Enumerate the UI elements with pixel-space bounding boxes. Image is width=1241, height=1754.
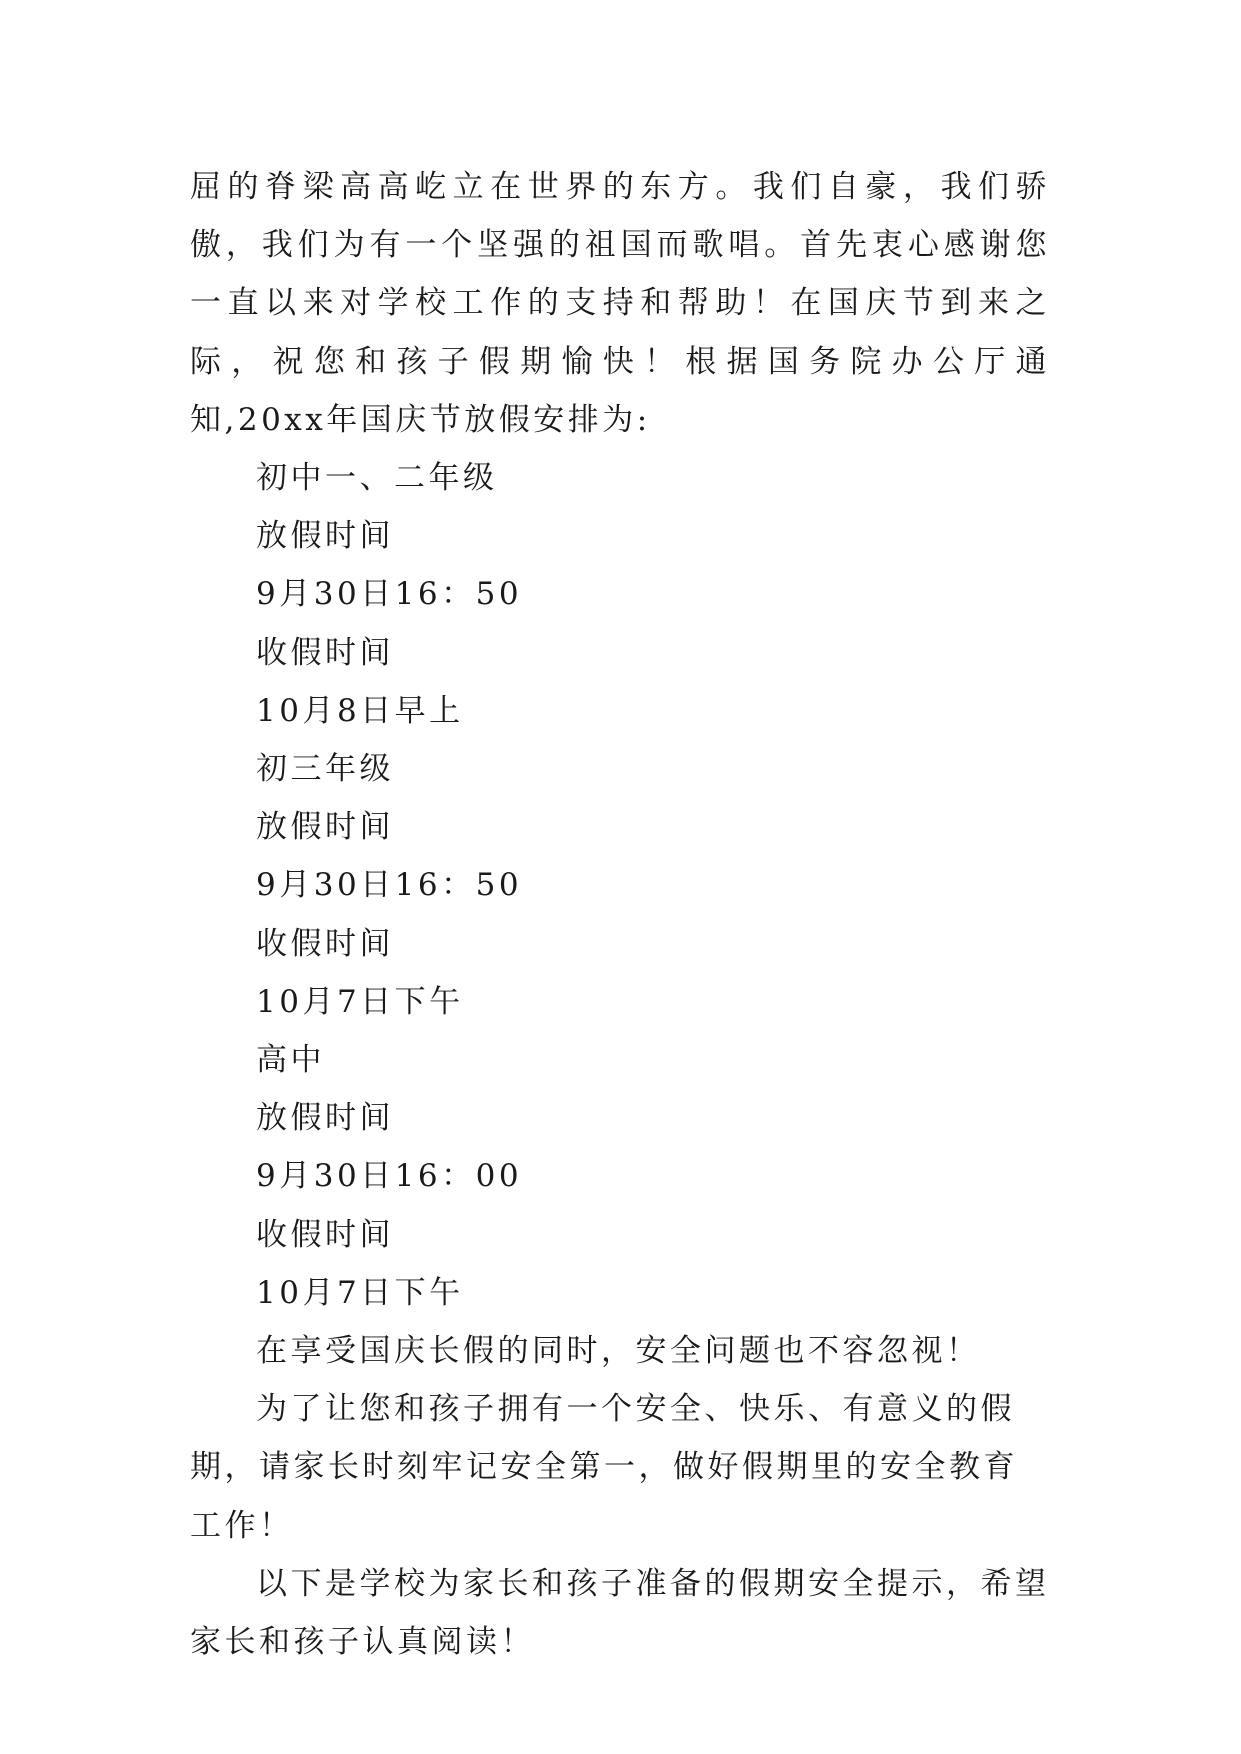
return-time-label: 收假时间 <box>256 1216 394 1253</box>
closing-paragraph: 以下是学校为家长和孩子准备的假期安全提示，希望家长和孩子认真阅读！ <box>190 1565 1050 1661</box>
safety-paragraph: 为了让您和孩子拥有一个安全、快乐、有意义的假期，请家长时刻牢记安全第一，做好假期里的安全教育工作！ <box>190 1391 1018 1544</box>
leave-time-value: 9月30日16：00 <box>256 1158 523 1195</box>
return-time-label: 收假时间 <box>256 634 394 671</box>
return-time-value: 10月7日下午 <box>256 1274 464 1311</box>
intro-paragraph: 屈的脊梁高高屹立在世界的东方。我们自豪，我们骄傲，我们为有一个坚强的祖国而歌唱。首先衷心感谢您一直以来对学校工作的支持和帮助！在国庆节到来之际，祝您和孩子假期愉快！根据国务院办公厅通知,20xx年国庆节放假安排为: <box>190 169 1050 438</box>
return-time-value: 10月7日下午 <box>256 983 464 1020</box>
leave-time-label: 放假时间 <box>256 1100 394 1137</box>
leave-time-label: 放假时间 <box>256 809 394 846</box>
leave-time-value: 9月30日16：50 <box>256 867 523 904</box>
schedule-grade-senior: 高中 <box>256 1042 325 1079</box>
leave-time-value: 9月30日16：50 <box>256 576 523 613</box>
safety-notice: 在享受国庆长假的同时，安全问题也不容忽视！ <box>256 1333 981 1370</box>
return-time-value: 10月8日早上 <box>256 692 464 729</box>
schedule-grade-junior-3: 初三年级 <box>256 751 394 788</box>
leave-time-label: 放假时间 <box>256 518 394 555</box>
document-body <box>190 158 1050 1671</box>
return-time-label: 收假时间 <box>256 925 394 962</box>
schedule-grade-junior-1-2: 初中一、二年级 <box>256 460 498 497</box>
